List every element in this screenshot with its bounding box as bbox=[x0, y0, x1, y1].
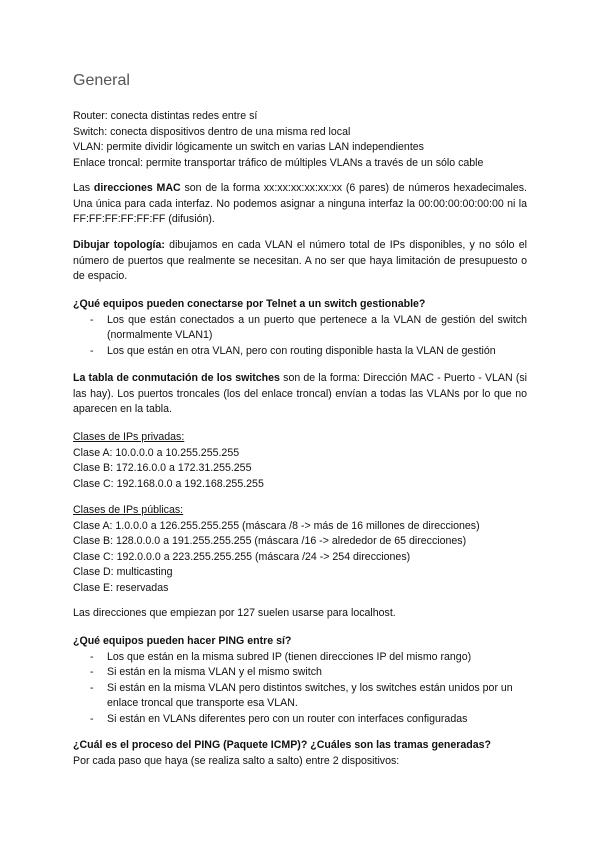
public-ips bbox=[73, 503, 527, 596]
list-item: Clase A: 1.0.0.0 a 126.255.255.255 (máscara /8 -> más de 16 millones de direcciones) bbox=[73, 519, 480, 532]
list-item: Clase A: 10.0.0.0 a 10.255.255.255 bbox=[73, 446, 240, 459]
def-router: Router: conecta distintas redes entre sí bbox=[73, 110, 258, 122]
private-ips bbox=[73, 430, 527, 492]
ping-section bbox=[73, 634, 527, 727]
private-title: Clases de IPs privadas: bbox=[73, 431, 185, 443]
list-item: - Si están en la misma VLAN pero distintos switches, y los switches están unidos por un enlace troncal que transporte esa VLAN. bbox=[73, 681, 527, 712]
list-item: Clase D: multicasting bbox=[73, 566, 173, 578]
def-vlan: VLAN: permite dividir lógicamente un switch en varias LAN independientes bbox=[73, 141, 424, 153]
process-text: Por cada paso que haya (se realiza salto a salto) entre 2 dispositivos: bbox=[73, 754, 400, 767]
telnet-section bbox=[73, 297, 527, 359]
list-item: Clase B: 172.16.0.0 a 172.31.255.255 bbox=[73, 462, 252, 474]
telnet-question: ¿Qué equipos pueden conectarse por Telnet a un switch gestionable? bbox=[73, 298, 426, 310]
table-paragraph: La tabla de conmutación de los switches son de la forma: Dirección MAC - Puerto - VLAN (si las hay). Los puertos troncales (los del enlace troncal) envían a todas las VLANs por lo que no aparecen en la tabla. bbox=[73, 372, 528, 415]
process-section bbox=[73, 738, 527, 769]
public-title: Clases de IPs públicas: bbox=[73, 504, 184, 516]
list-item: Clase C: 192.0.0.0 a 223.255.255.255 (máscara /24 -> 254 direcciones) bbox=[73, 550, 411, 563]
section-heading: General bbox=[73, 72, 130, 89]
list-item: Clase E: reservadas bbox=[73, 581, 169, 594]
localhost-paragraph: Las direcciones que empiezan por 127 suelen usarse para localhost. bbox=[73, 607, 396, 619]
process-question: ¿Cuál es el proceso del PING (Paquete ICMP)? ¿Cuáles son las tramas generadas? bbox=[73, 739, 491, 751]
ping-question: ¿Qué equipos pueden hacer PING entre sí? bbox=[73, 635, 292, 647]
mac-bold: direcciones MAC bbox=[93, 182, 181, 194]
def-trunk: Enlace troncal: permite transportar tráfico de múltiples VLANs a través de un sólo cable bbox=[73, 156, 484, 169]
list-item: - Si están en VLANs diferentes pero con un router con interfaces configuradas bbox=[73, 712, 527, 728]
list-item: - Si están en la misma VLAN y el mismo switch bbox=[73, 665, 527, 681]
topology-bold: Dibujar topología: bbox=[73, 239, 165, 251]
topology-paragraph: Dibujar topología: dibujamos en cada VLAN el número total de IPs disponibles, y no sólo el número de puertos que realmente se necesitan. A no ser que haya limitación de presupuesto o de espacio. bbox=[73, 239, 527, 282]
list-item: Clase C: 192.168.0.0 a 192.168.255.255 bbox=[73, 477, 264, 490]
table-bold: La tabla de conmutación de los switches bbox=[73, 372, 280, 384]
list-item: - Los que están en la misma subred IP (tienen direcciones IP del mismo rango) bbox=[73, 650, 527, 666]
list-item: - Los que están conectados a un puerto que pertenece a la VLAN de gestión del switch (normalmente VLAN1) bbox=[73, 313, 527, 344]
def-switch: Switch: conecta dispositivos dentro de una misma red local bbox=[73, 125, 351, 138]
mac-paragraph: Las direcciones MAC son de la forma xx:xx:xx:xx:xx:xx (6 pares) de números hexadecimales. Una única para cada interfaz. No podemos asignar a ninguna interfaz la 00:00:00:00:00:00 ni la FF:FF:FF:FF:FF:FF (difusión). bbox=[73, 182, 527, 225]
list-item: - Los que están en otra VLAN, pero con routing disponible hasta la VLAN de gestión bbox=[73, 344, 527, 360]
definitions bbox=[73, 109, 527, 171]
list-item: Clase B: 128.0.0.0 a 191.255.255.255 (máscara /16 -> alrededor de 65 direcciones) bbox=[73, 535, 467, 547]
